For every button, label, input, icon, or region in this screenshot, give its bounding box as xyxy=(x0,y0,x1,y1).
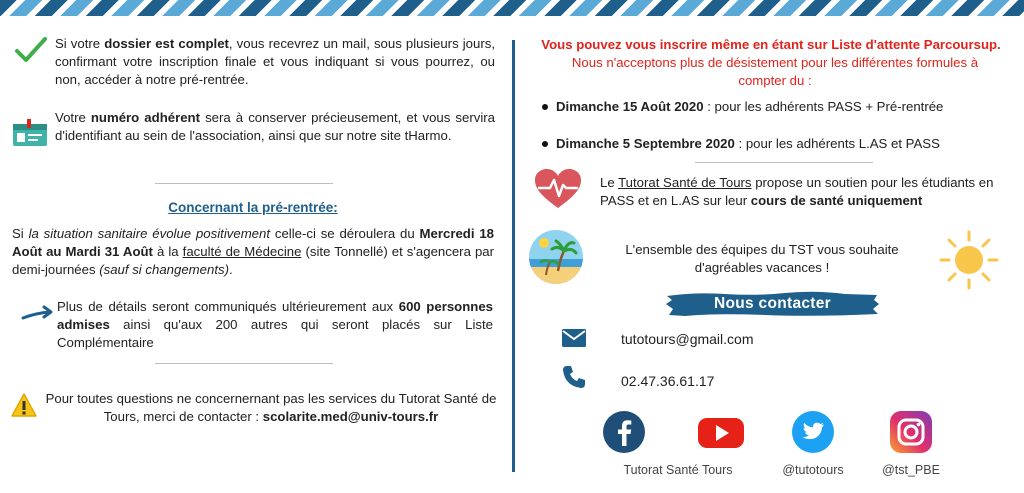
arrow-right-icon xyxy=(20,304,54,324)
text-fragment: . xyxy=(228,262,233,277)
sun-icon xyxy=(937,228,1001,292)
text-bold: numéro adhérent xyxy=(90,110,200,125)
instagram-label: @tst_PBE xyxy=(882,463,940,477)
details-paragraph xyxy=(57,298,493,352)
deadline-text: : pour les adhérents L.AS et PASS xyxy=(734,136,940,151)
instagram-icon[interactable] xyxy=(889,410,933,454)
bullet-dot xyxy=(542,104,548,110)
text-fragment: Pour toutes questions ne concernernant pas les services du Tutorat Santé de Tours, merci de contacter : xyxy=(45,391,497,424)
warning-icon xyxy=(10,392,38,418)
beach-icon xyxy=(528,229,584,285)
deadline-item-2 xyxy=(556,135,1016,153)
text-fragment: Votre xyxy=(55,110,91,125)
text-fragment: Si xyxy=(12,226,29,241)
text-italic: la situation sanitaire évolue positivement xyxy=(28,226,271,241)
text-underlined: Tutorat Santé de Tours xyxy=(618,175,752,190)
section-title-pre-rentree: Concernant la pré-rentrée: xyxy=(168,200,338,215)
contact-email[interactable]: tutotours@gmail.com xyxy=(621,331,754,347)
text-bold: cours de santé uniquement xyxy=(750,193,923,208)
text-fragment: Le xyxy=(600,175,619,190)
deadline-date: Dimanche 5 Septembre 2020 xyxy=(556,136,735,151)
contact-phone[interactable]: 02.47.36.61.17 xyxy=(621,373,715,389)
subline-desistement: Nous n'acceptons plus de désistement pour les différentes formules à compter du : xyxy=(571,55,979,88)
youtube-icon[interactable] xyxy=(696,410,746,454)
text-fragment: propose un soutien pour les étudiants en PASS et en L.AS sur leur xyxy=(600,175,994,208)
text-fragment: Si votre xyxy=(55,36,105,51)
text-fragment: à la xyxy=(152,244,183,259)
id-card-icon xyxy=(12,118,48,148)
contact-scolarite-paragraph xyxy=(42,390,500,426)
heartbeat-icon xyxy=(534,168,582,210)
contact-title: Nous contacter xyxy=(713,295,832,312)
text-fragment: (site Tonnellé) et s'agencera par demi-journées xyxy=(12,244,494,277)
headline-liste-attente: Vous pouvez vous inscrire même en étant sur Liste d'attente Parcoursup. xyxy=(541,37,1001,52)
bullet-dot xyxy=(542,141,548,147)
phone-icon xyxy=(561,364,587,390)
text-fragment: celle-ci se déroulera du xyxy=(270,226,420,241)
text-underlined: faculté de Médecine xyxy=(182,244,302,259)
text-fragment: , vous recevrez un mail, sous plusieurs jours, confirmant votre inscription finale et vous indiquant si vous pourrez, ou non, accéder à notre pré-rentrée. xyxy=(55,36,495,87)
facebook-label: Tutorat Santé Tours xyxy=(623,463,733,477)
checkmark-icon xyxy=(14,35,48,65)
text-bold: 600 personnes admises xyxy=(57,299,493,332)
striped-header-border xyxy=(0,0,1024,16)
text-fragment: sera à conserver précieusement, et vous servira d'identifiant au sein de l'association, ainsi que sur notre site tHarmo. xyxy=(55,110,495,143)
divider xyxy=(155,183,333,184)
column-divider xyxy=(512,40,515,472)
email-icon xyxy=(561,328,587,348)
deadline-date: Dimanche 15 Août 2020 xyxy=(556,99,704,114)
email-scolarite[interactable]: scolarite.med@univ-tours.fr xyxy=(262,409,439,424)
dossier-complet-paragraph xyxy=(55,35,495,89)
numero-adherent-paragraph xyxy=(55,109,495,145)
text-bold: dossier est complet xyxy=(104,36,229,51)
twitter-label: @tutotours xyxy=(782,463,844,477)
text-bold: Mercredi 18 Août au Mardi 31 Août xyxy=(12,226,495,259)
vacances-message: L'ensemble des équipes du TST vous souhaite d'agréables vacances ! xyxy=(625,242,899,275)
deadline-text: : pour les adhérents PASS + Pré-rentrée xyxy=(703,99,944,114)
facebook-icon[interactable] xyxy=(602,410,646,454)
divider xyxy=(155,363,333,364)
divider xyxy=(695,162,873,163)
pre-rentree-paragraph xyxy=(12,225,494,279)
text-italic: (sauf si changements) xyxy=(99,262,229,277)
text-fragment: ainsi qu'aux 200 autres qui seront placés sur Liste Complémentaire xyxy=(57,317,493,350)
text-fragment: Plus de détails seront communiqués ultérieurement aux xyxy=(57,299,399,314)
support-paragraph xyxy=(600,174,1000,210)
twitter-icon[interactable] xyxy=(791,410,835,454)
deadline-item-1 xyxy=(556,98,1016,116)
